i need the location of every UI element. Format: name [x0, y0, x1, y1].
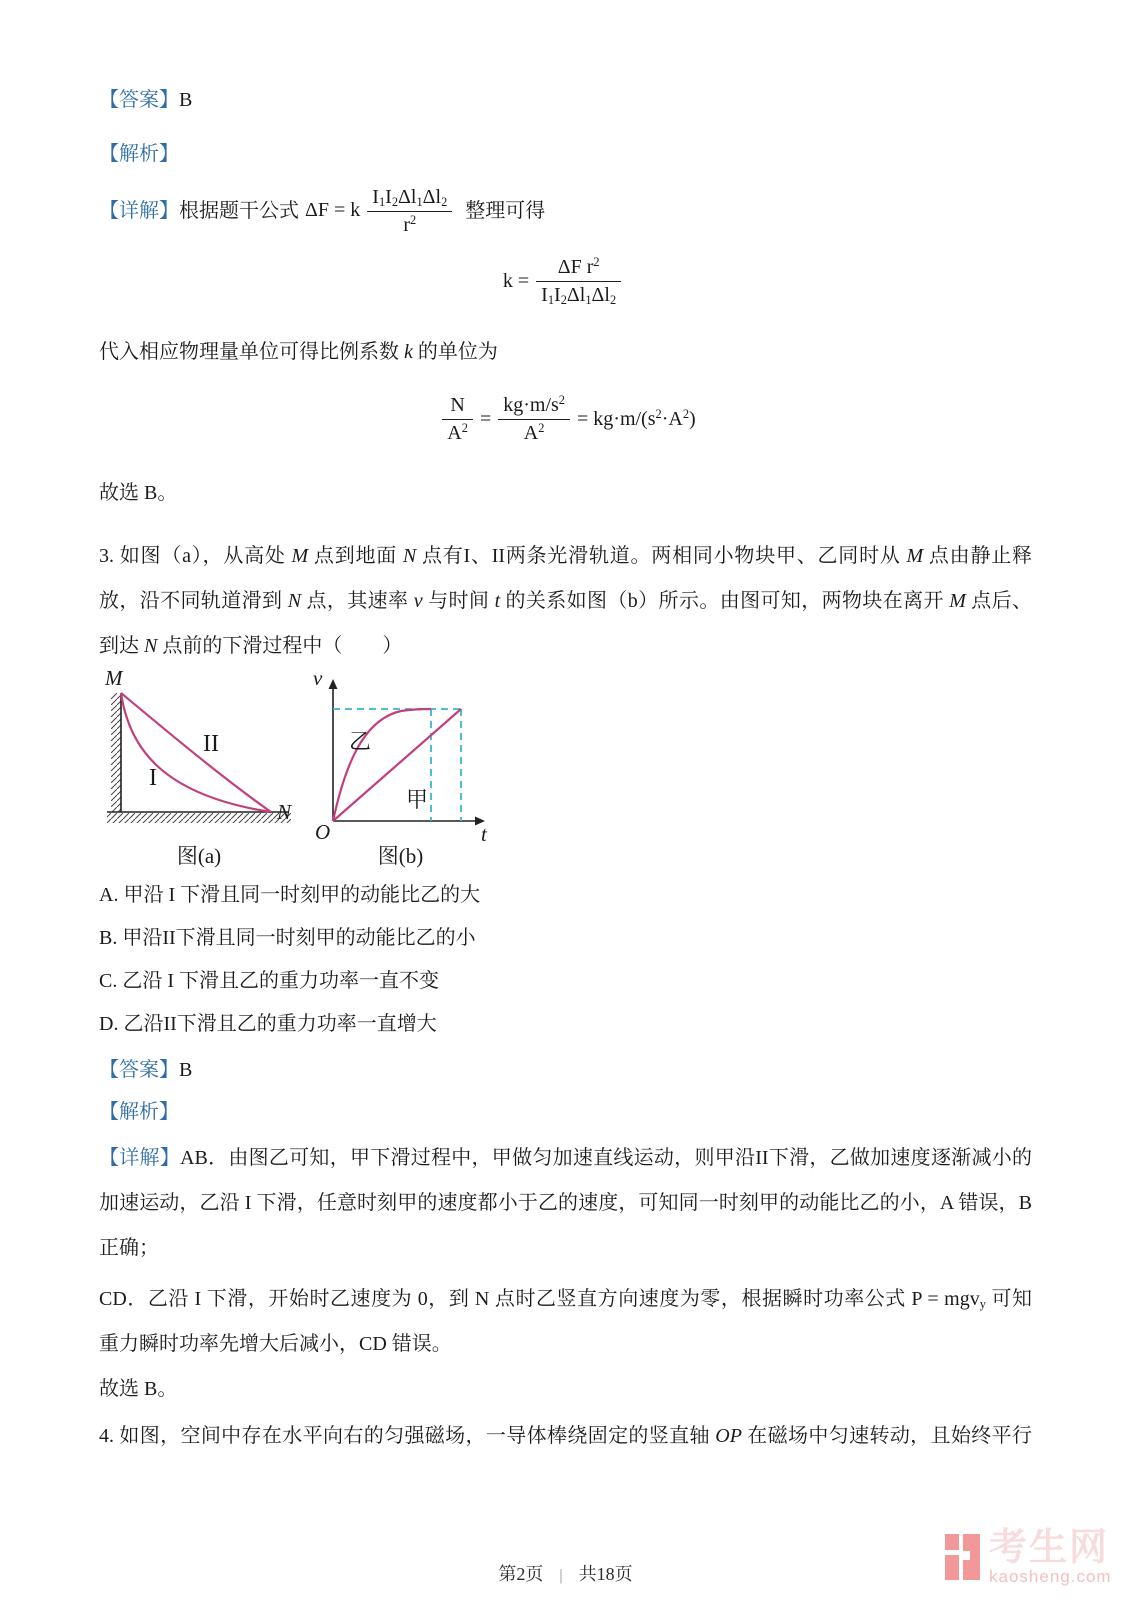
equation-rhs: = $kg\cdot m/(s^2\cdot A^2)$ — [577, 406, 696, 430]
detail-label: 【详解】 — [99, 200, 179, 222]
q2-detail-line — [99, 180, 1032, 242]
figure-a-caption: 图(a) — [176, 844, 222, 868]
q3-detail-line — [99, 1136, 1032, 1181]
formula-lhs: ΔF = k — [305, 198, 361, 221]
fraction-numerator: N — [442, 393, 473, 420]
track-1-label: I — [149, 765, 157, 791]
q3-answer-value: B — [179, 1059, 193, 1081]
option-c: C. 乙沿 I 下滑且乙的重力功率一直不变 — [99, 970, 439, 992]
figure-a — [99, 669, 299, 870]
footer-page-number: 第2页 — [498, 1564, 544, 1584]
watermark-brand: 考生网 — [989, 1527, 1110, 1569]
point-m-label: M — [105, 669, 123, 690]
fraction-denominator: $r^2$ — [403, 212, 417, 236]
q2-choose-line: 故选 B。 — [99, 482, 178, 504]
track-2-label: II — [203, 731, 219, 757]
answer-label: 【答案】 — [99, 89, 179, 111]
fraction-denominator: $A^2$ — [447, 420, 468, 444]
q3-choose-line: 故选 B。 — [99, 1378, 178, 1400]
q2-unit-intro: 代入相应物理量单位可得比例系数 k 的单位为 — [99, 341, 498, 363]
q2-inline-formula — [305, 185, 459, 238]
figure-b — [303, 669, 498, 870]
fraction-numerator: $I_1I_2\Delta l_1\Delta l_2$ — [367, 185, 452, 212]
q3-figures — [99, 669, 1032, 874]
figure-b-caption: 图(b) — [377, 844, 424, 868]
q2-detail-post: 整理可得 — [465, 200, 546, 222]
fraction — [498, 393, 570, 446]
figure-a-canvas — [99, 669, 299, 844]
footer-separator: | — [559, 1567, 563, 1584]
q3-stem-line: 3. 如图（a），从高处 M 点到地面 N 点有I、II两条光滑轨道。两相同小物块甲、乙同时从 M 点由静止释 — [99, 545, 1033, 567]
figure-b-canvas — [303, 669, 498, 844]
equation-lhs: k = — [502, 269, 530, 292]
q3-stem-line: 放，沿不同轨道滑到 N 点，其速率 v 与时间 t 的关系如图（b）所示。由图可知，两物块在离开 M 点后、 — [99, 590, 1033, 612]
q3-detail-line: 正确； — [99, 1237, 159, 1259]
q3-detail-ab — [99, 1136, 1032, 1271]
line-jia — [333, 709, 461, 821]
answer-label: 【答案】 — [99, 1059, 179, 1081]
watermark-domain: kaosheng.com — [989, 1567, 1112, 1586]
q3-detail-cd — [99, 1277, 1032, 1367]
q3-detail-line: 重力瞬时功率先增大后减小，CD 错误。 — [99, 1333, 452, 1355]
equals-sign: = — [479, 407, 492, 430]
q2-answer-line — [99, 86, 1032, 114]
watermark-text — [989, 1528, 1112, 1586]
fraction-denominator: $I_1I_2\Delta l_1\Delta l_2$ — [541, 283, 617, 307]
fraction — [536, 255, 621, 308]
q2-answer-value: B — [179, 89, 193, 111]
fraction — [442, 393, 473, 446]
q2-equation-units — [99, 385, 1032, 453]
analysis-label: 【解析】 — [99, 143, 179, 165]
detail-label: 【详解】 — [99, 1147, 181, 1169]
wall-hatching — [111, 693, 121, 812]
line-jia-label: 甲 — [406, 787, 429, 812]
track-curve-2 — [121, 693, 271, 812]
watermark — [945, 1528, 1131, 1590]
kaosheng-logo-icon — [945, 1534, 981, 1581]
axis-t-label: t — [481, 822, 487, 844]
q3-detail-line: CD．乙沿 I 下滑，开始时乙速度为 0，到 N 点时乙竖直方向速度为零，根据瞬时功率公式 P = mgv$_y$ 可知 — [99, 1288, 1032, 1312]
analysis-label: 【解析】 — [99, 1101, 179, 1123]
q2-equation-k — [99, 246, 1032, 316]
fraction-numerator: ΔF $r^2$ — [536, 255, 621, 282]
axis-v-label: v — [313, 669, 323, 690]
option-d: D. 乙沿II下滑且乙的重力功率一直增大 — [99, 1013, 437, 1035]
fraction-denominator: $A^2$ — [523, 420, 545, 444]
footer-total-pages: 共18页 — [578, 1564, 633, 1584]
q3-options — [99, 874, 1032, 1046]
q3-stem — [99, 534, 1032, 669]
curve-yi-label: 乙 — [349, 729, 372, 754]
origin-label: O — [315, 820, 331, 844]
fraction-numerator: $kg\cdot m/s^2$ — [498, 393, 570, 420]
q4-stem-line: 4. 如图，空间中存在水平向右的匀强磁场，一导体棒绕固定的竖直轴 OP 在磁场中匀速转动，且始终平行 — [99, 1425, 1033, 1447]
option-a: A. 甲沿 I 下滑且同一时刻甲的动能比乙的大 — [99, 884, 481, 906]
point-n-label: N — [277, 800, 292, 824]
q3-detail-line: 加速运动，乙沿 I 下滑，任意时刻甲的速度都小于乙的速度，可知同一时刻甲的动能比乙的小，A 错误，B — [99, 1192, 1032, 1214]
q2-analysis-line — [99, 140, 1032, 168]
ground-hatching — [107, 813, 291, 823]
q2-detail-pre: 根据题干公式 — [179, 200, 299, 222]
q3-answer-line — [99, 1056, 1032, 1084]
fraction — [367, 185, 452, 238]
q3-stem-line: 到达 N 点前的下滑过程中（ ） — [99, 635, 403, 657]
q3-analysis-line — [99, 1098, 1032, 1126]
detail-text: AB．由图乙可知，甲下滑过程中，甲做匀加速直线运动，则甲沿II下滑，乙做加速度逐渐减小的 — [180, 1147, 1032, 1169]
option-b: B. 甲沿II下滑且同一时刻甲的动能比乙的小 — [99, 927, 476, 949]
